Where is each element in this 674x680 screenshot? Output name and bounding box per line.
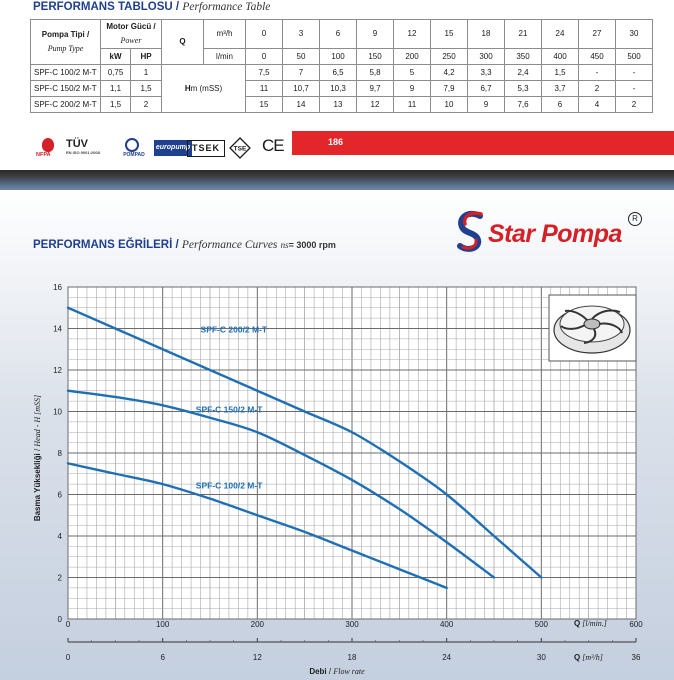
head-cell: 7,9 [431, 81, 468, 97]
table-row [31, 65, 653, 81]
table-title [33, 1, 270, 13]
head-cell: 9 [394, 81, 431, 97]
col-header-model-tr: Pompa Tipi / [41, 30, 90, 39]
head-cell: 2 [579, 81, 616, 97]
q-lmin-10: 500 [616, 49, 653, 65]
x-unit-top-letter: Q [574, 619, 581, 628]
curves-title-tr: PERFORMANS EĞRİLERİ [33, 239, 173, 251]
head-cell: 6,7 [468, 81, 505, 97]
y-tick-label: 16 [53, 283, 62, 292]
head-label-rest: m (mSS) [190, 83, 223, 93]
x-tick-label-m3h: 30 [536, 653, 546, 662]
x-axis-label [309, 667, 365, 676]
head-cell: 6,5 [320, 65, 357, 81]
table-row [31, 81, 653, 97]
tuv-text: TÜV [66, 138, 88, 150]
col-header-power [101, 20, 162, 49]
y-tick-label: 4 [57, 532, 62, 541]
row-model: SPF-C 150/2 M-T [31, 81, 101, 97]
x-tick-label-m3h: 0 [65, 653, 71, 662]
q-m3h-0: 0 [246, 20, 283, 49]
unit-lmin-cell: l/min [204, 49, 246, 65]
head-cell: 5,3 [505, 81, 542, 97]
x-axis-label-italic: Flow rate [333, 667, 365, 676]
y-tick-label: 12 [53, 366, 62, 375]
x-axis-label-bold: Debi [309, 667, 327, 676]
y-tick-label: 6 [57, 490, 62, 500]
tuv-subtext: EN ISO 9001:2008 [66, 150, 100, 155]
head-cell: 4,2 [431, 65, 468, 81]
page-number-badge [292, 131, 674, 155]
q-lmin-1: 50 [283, 49, 320, 65]
unit-hp: HP [131, 49, 162, 65]
x-tick-label-lmin: 0 [65, 620, 71, 629]
head-cell: 7,5 [246, 65, 283, 81]
head-cell: - [579, 65, 616, 81]
head-cell: 1,5 [542, 65, 579, 81]
table-title-en: Performance Table [182, 1, 271, 13]
y-tick-label: 10 [53, 407, 62, 417]
x-tick-label-lmin: 100 [155, 620, 170, 629]
curves-title-separator: / [175, 239, 179, 251]
head-cell: 9 [468, 97, 505, 113]
head-cell: 10 [431, 97, 468, 113]
q-m3h-1: 3 [283, 20, 320, 49]
registered-mark: R [628, 212, 642, 226]
x-unit-top-text: [l/min.] [582, 619, 607, 628]
x-unit-bottom-letter: Q [574, 653, 581, 662]
x-unit-bottom-text: [m³/h] [582, 653, 603, 662]
performance-curve-chart [0, 190, 674, 680]
head-label-bold: H [184, 83, 191, 93]
q-m3h-7: 21 [505, 20, 542, 49]
head-cell: 11 [394, 97, 431, 113]
q-lmin-9: 450 [579, 49, 616, 65]
head-cell: 7 [283, 65, 320, 81]
head-cell: 2 [616, 97, 653, 113]
unit-kw: kW [101, 49, 131, 65]
head-cell: 4 [579, 97, 616, 113]
head-cell: 5 [394, 65, 431, 81]
q-lmin-7: 350 [505, 49, 542, 65]
y-axis-label-sep: / [33, 446, 42, 454]
row-hp: 1 [131, 65, 162, 81]
q-m3h-6: 18 [468, 20, 505, 49]
col-header-model [31, 20, 101, 65]
tsek-logo [187, 140, 225, 157]
pompad-text: POMPAD [123, 152, 145, 158]
head-cell: 12 [357, 97, 394, 113]
row-model: SPF-C 200/2 M-T [31, 97, 101, 113]
x-axis-label-sep: / [326, 667, 334, 676]
y-tick-label: 0 [57, 615, 62, 624]
tse-logo [229, 137, 251, 159]
x-tick-label-lmin: 400 [439, 620, 454, 629]
x-tick-label-m3h: 24 [442, 653, 452, 662]
q-m3h-2: 6 [320, 20, 357, 49]
table-title-tr: PERFORMANS TABLOSU [33, 1, 173, 13]
x-unit-bottom [574, 653, 603, 662]
q-m3h-8: 24 [542, 20, 579, 49]
q-lmin-8: 400 [542, 49, 579, 65]
col-header-power-tr: Motor Gücü / [106, 22, 156, 31]
q-lmin-0: 0 [246, 49, 283, 65]
head-cell: 2,4 [505, 65, 542, 81]
pompad-circle-icon [125, 138, 139, 152]
row-model: SPF-C 100/2 M-T [31, 65, 101, 81]
q-m3h-3: 9 [357, 20, 394, 49]
x-unit-top [574, 619, 607, 628]
head-cell: - [616, 65, 653, 81]
flame-icon [42, 138, 54, 152]
tsek-text: TSEK [191, 143, 220, 153]
table-row [31, 97, 653, 113]
head-cell: 9,7 [357, 81, 394, 97]
nfpa-logo [36, 138, 60, 160]
col-header-power-en: Power [120, 36, 142, 45]
y-tick-label: 8 [57, 449, 62, 458]
q-m3h-5: 15 [431, 20, 468, 49]
unit-m3h-cell: m³/h [204, 20, 246, 49]
performance-table [30, 19, 653, 113]
curves-title-en: Performance Curves [181, 239, 278, 251]
table-title-separator: / [175, 1, 180, 13]
y-axis-label [33, 395, 42, 521]
rpm-prefix: ns [280, 240, 289, 250]
q-m3h-4: 12 [394, 20, 431, 49]
row-hp: 1,5 [131, 81, 162, 97]
tse-text: TSE [233, 145, 247, 153]
row-kw: 1,5 [101, 97, 131, 113]
q-lmin-6: 300 [468, 49, 505, 65]
impeller-illustration [549, 295, 636, 361]
q-label: Q [179, 37, 186, 46]
ce-logo [262, 136, 284, 156]
head-cell: 6 [542, 97, 579, 113]
head-cell: 14 [283, 97, 320, 113]
head-cell: 3,3 [468, 65, 505, 81]
q-m3h-9: 27 [579, 20, 616, 49]
x-tick-label-m3h: 12 [252, 653, 262, 662]
head-cell: 15 [246, 97, 283, 113]
q-lmin-3: 150 [357, 49, 394, 65]
rpm-value: = 3000 rpm [288, 240, 336, 250]
page-number: 186 [328, 137, 344, 147]
x-tick-label-lmin: 500 [534, 620, 549, 629]
y-tick-label: 14 [53, 324, 62, 334]
tse-seal-icon [229, 137, 251, 159]
head-cell: 7,6 [505, 97, 542, 113]
head-cell: 5,8 [357, 65, 394, 81]
x-tick-label-m3h: 6 [160, 653, 165, 662]
y-axis-label-bold: Basma Yüksekliği [33, 453, 42, 522]
row-kw: 1,1 [101, 81, 131, 97]
x-tick-label-lmin: 200 [250, 620, 265, 629]
x-tick-label-lmin: 300 [345, 620, 359, 629]
x-tick-label-m3h: 36 [631, 653, 641, 662]
q-m3h-10: 30 [616, 20, 653, 49]
europump-text: europump [155, 144, 191, 151]
series-label: SPF-C 100/2 M-T [195, 480, 263, 491]
x-tick-label-m3h: 18 [347, 653, 357, 662]
head-cell: 10,3 [320, 81, 357, 97]
ce-text: CE [262, 136, 284, 155]
tuv-logo [66, 138, 110, 160]
row-hp: 2 [131, 97, 162, 113]
y-axis-label-italic: Head - H [mSS] [33, 394, 42, 447]
head-cell: - [616, 81, 653, 97]
col-header-model-en: Pump Type [47, 44, 84, 53]
row-kw: 0,75 [101, 65, 131, 81]
pompad-logo [118, 138, 150, 160]
q-lmin-4: 200 [394, 49, 431, 65]
q-lmin-5: 250 [431, 49, 468, 65]
section-divider-band [0, 170, 674, 190]
head-label-cell [162, 65, 246, 113]
brand-name: Star Pompa [488, 220, 622, 248]
series-label: SPF-C 150/2 M-T [195, 404, 263, 415]
nfpa-text: NFPA [36, 152, 51, 158]
q-label-cell [162, 20, 204, 65]
head-cell: 13 [320, 97, 357, 113]
head-cell: 10,7 [283, 81, 320, 97]
x-tick-label-lmin: 600 [629, 620, 643, 629]
head-cell: 3,7 [542, 81, 579, 97]
y-tick-label: 2 [57, 573, 62, 583]
head-cell: 11 [246, 81, 283, 97]
q-lmin-2: 100 [320, 49, 357, 65]
series-label: SPF-C 200/2 M-T [200, 324, 268, 335]
